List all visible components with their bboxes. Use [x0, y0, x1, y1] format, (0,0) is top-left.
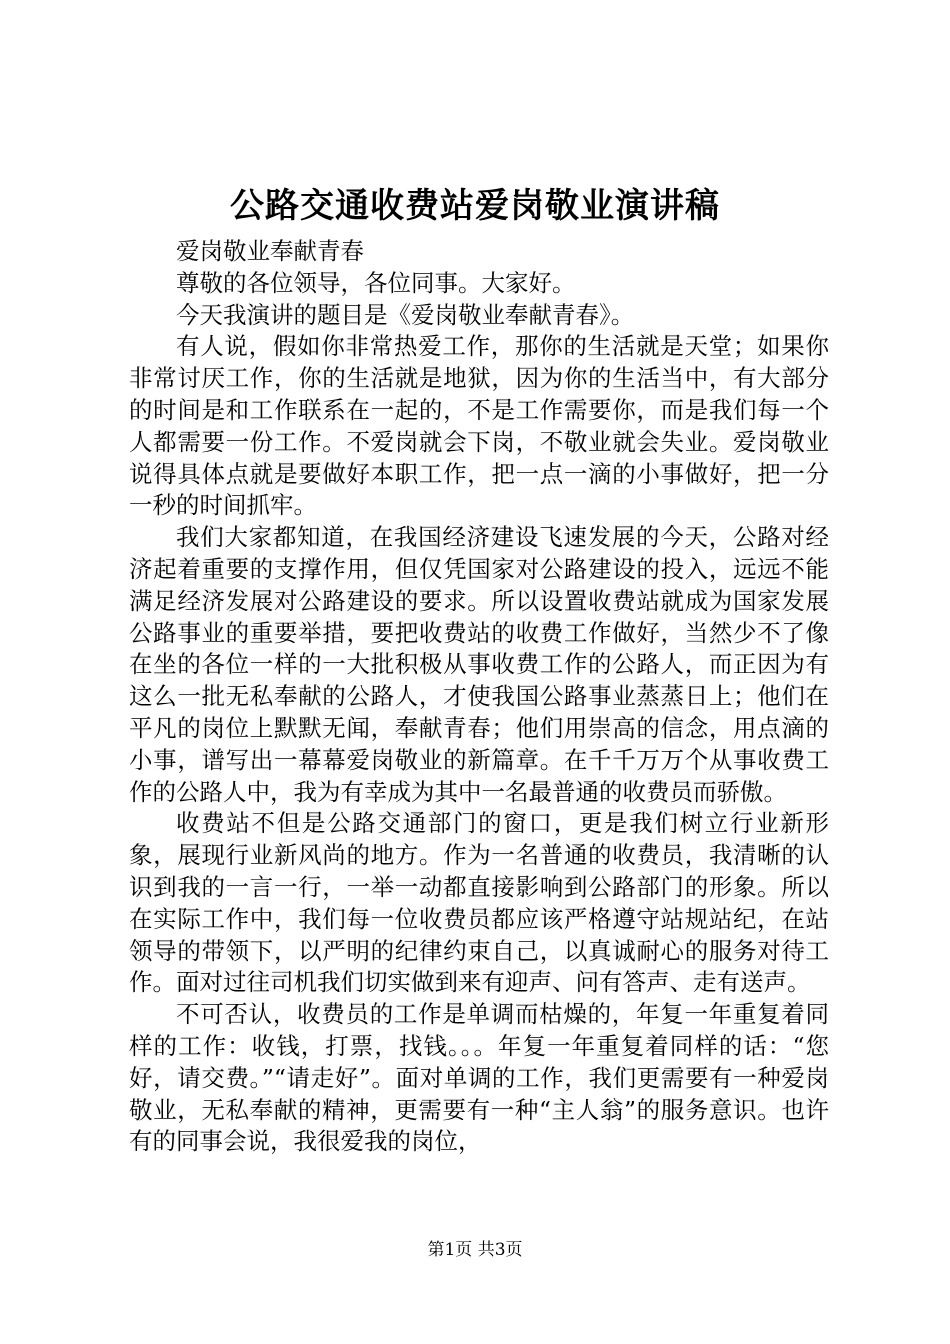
paragraph-body: 收费站不但是公路交通部门的窗口，更是我们树立行业新形象，展现行业新风尚的地方。作为一名普通的收费员，我清晰的认识到我的一言一行，一举一动都直接影响到公路部门的形象。所以在实际工作中，我们每一位收费员都应该严格遵守站规站纪，在站领导的带领下，以严明的纪律约束自己，以真诚耐心的服务对待工作。面对过往司机我们切实做到来有迎声、问有答声、走有送声。: [129, 809, 829, 997]
document-title: 公路交通收费站爱岗敬业演讲稿: [230, 186, 720, 226]
paragraph-greeting: 尊敬的各位领导，各位同事。大家好。: [176, 268, 576, 297]
paragraph-body: 我们大家都知道，在我国经济建设飞速发展的今天，公路对经济起着重要的支撑作用，但仅凭国家对公路建设的投入，远远不能满足经济发展对公路建设的要求。所以设置收费站就成为国家发展公路事业的重要举措，要把收费站的收费工作做好，当然少不了像在坐的各位一样的一大批积极从事收费工作的公路人，而正因为有这么一批无私奉献的公路人，才使我国公路事业蒸蒸日上；他们在平凡的岗位上默默无闻，奉献青春；他们用崇高的信念，用点滴的小事，谱写出一幕幕爱岗敬业的新篇章。在千千万万个从事收费工作的公路人中，我为有幸成为其中一名最普通的收费员而骄傲。: [129, 523, 829, 806]
document-body: [129, 236, 829, 1158]
page-number-footer: 第1页 共3页: [427, 1240, 523, 1260]
paragraph-subtitle: 爱岗敬业奉献青春: [176, 237, 364, 265]
paragraph-topic: 今天我演讲的题目是《爱岗敬业奉献青春》。: [176, 300, 635, 329]
paragraph-body: 有人说，假如你非常热爱工作，那你的生活就是天堂；如果你非常讨厌工作，你的生活就是地狱，因为你的生活当中，有大部分的时间是和工作联系在一起的，不是工作需要你，而是我们每一个人都需要一份工作。不爱岗就会下岗，不敬业就会失业。爱岗敬业说得具体点就是要做好本职工作，把一点一滴的小事做好，把一分一秒的时间抓牢。: [129, 332, 829, 520]
paragraph-body: 不可否认，收费员的工作是单调而枯燥的，年复一年重复着同样的工作：收钱，打票，找钱。。。年复一年重复着同样的话：“您好，请交费。”“请走好”。面对单调的工作，我们更需要有一种爱岗敬业，无私奉献的精神，更需要有一种“主人翁”的服务意识。也许有的同事会说，我很爱我的岗位，: [129, 1000, 829, 1156]
